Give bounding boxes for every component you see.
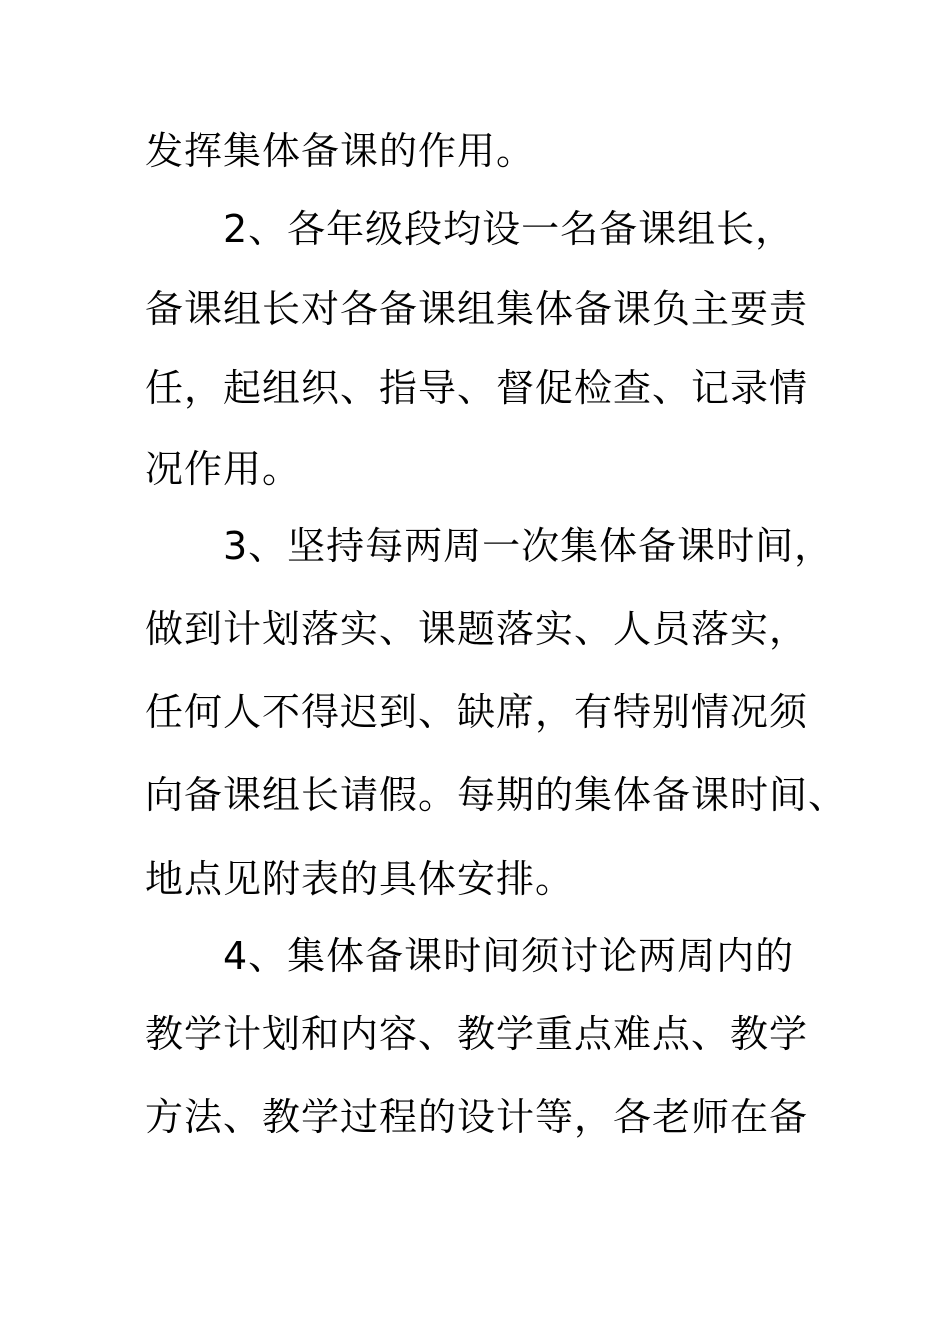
text-line-9: 向备课组长请假。每期的集体备课时间、 — [145, 773, 848, 817]
text-line-13: 方法、教学过程的设计等，各老师在备 — [145, 1095, 809, 1139]
text-line-4: 任，起组织、指导、督促检查、记录情 — [145, 366, 809, 410]
text-line-8: 任何人不得迟到、缺席，有特别情况须 — [145, 690, 809, 734]
text-line-10: 地点见附表的具体安排。 — [145, 857, 575, 901]
text-line-7: 做到计划落实、课题落实、人员落实， — [145, 607, 809, 651]
text-line-3: 备课组长对各备课组集体备课负主要责 — [145, 287, 809, 331]
text-line-12: 教学计划和内容、教学重点难点、教学 — [145, 1012, 809, 1056]
text-line-1: 发挥集体备课的作用。 — [145, 129, 536, 173]
text-line-2: 2、各年级段均设一名备课组长， — [223, 207, 795, 251]
text-line-6: 3、坚持每两周一次集体备课时间， — [223, 524, 834, 568]
text-line-5: 况作用。 — [145, 447, 302, 491]
text-line-11: 4、集体备课时间须讨论两周内的 — [223, 934, 795, 978]
